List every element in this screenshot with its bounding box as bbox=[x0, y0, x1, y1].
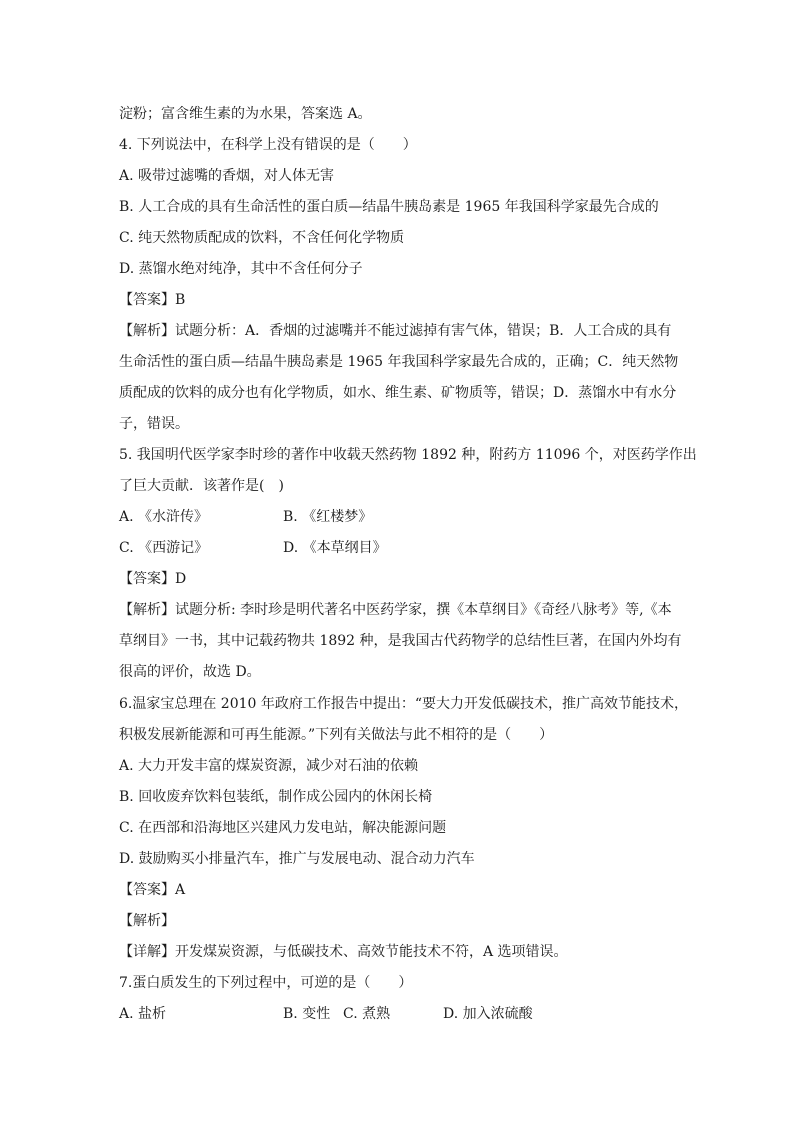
question-4-analysis-line: 子，错误。 bbox=[119, 416, 189, 432]
question-7-stem: 7.蛋白质发生的下列过程中，可逆的是（ ） bbox=[119, 975, 413, 991]
question-4-option-a: A. 吸带过滤嘴的香烟，对人体无害 bbox=[119, 168, 335, 184]
question-5-option-c: C. 《西游记》 bbox=[119, 540, 209, 556]
question-4-option-c: C. 纯天然物质配成的饮料，不含任何化学物质 bbox=[119, 230, 405, 246]
question-7-option-b: B. 变性 bbox=[283, 1006, 331, 1022]
question-5-option-d: D. 《本草纲目》 bbox=[283, 540, 387, 556]
question-4-analysis-line: 质配成的饮料的成分也有化学物质，如水、维生素、矿物质等，错误；D．蒸馏水中有水分 bbox=[119, 385, 677, 401]
question-5-answer: 【答案】D bbox=[119, 571, 187, 587]
question-4-analysis-line: 【解析】试题分析：A．香烟的过滤嘴并不能过滤掉有害气体，错误；B．人工合成的具有 bbox=[119, 323, 672, 339]
question-4-analysis-line: 生命活性的蛋白质—结晶牛胰岛素是 1965 年我国科学家最先合成的，正确；C．纯天然物 bbox=[119, 354, 679, 370]
question-5-stem: 了巨大贡献．该著作是( ) bbox=[119, 478, 284, 494]
question-4-option-d: D. 蒸馏水绝对纯净，其中不含任何分子 bbox=[119, 261, 363, 277]
question-6-option-a: A. 大力开发丰富的煤炭资源，减少对石油的依赖 bbox=[119, 758, 419, 774]
question-5-analysis-line: 很高的评价，故选 D。 bbox=[119, 664, 261, 680]
question-6-analysis-heading: 【解析】 bbox=[119, 913, 175, 929]
question-4-stem: 4. 下列说法中，在科学上没有错误的是（ ） bbox=[119, 137, 417, 153]
question-6-answer: 【答案】A bbox=[119, 882, 186, 898]
question-6-option-d: D. 鼓励购买小排量汽车，推广与发展电动、混合动力汽车 bbox=[119, 851, 475, 867]
question-6-analysis-detail: 【详解】开发煤炭资源，与低碳技术、高效节能技术不符，A 选项错误。 bbox=[119, 944, 568, 960]
question-6-stem: 积极发展新能源和可再生能源。”下列有关做法与此不相符的是（ ） bbox=[119, 727, 554, 743]
question-6-stem: 6.温家宝总理在 2010 年政府工作报告中提出：“要大力开发低碳技术，推广高效节能技术， bbox=[119, 696, 689, 712]
question-5-option-b: B. 《红楼梦》 bbox=[283, 509, 373, 525]
question-7-option-d: D. 加入浓硫酸 bbox=[443, 1006, 533, 1022]
question-7-option-c: C. 煮熟 bbox=[343, 1006, 391, 1022]
question-7-option-a: A. 盐析 bbox=[119, 1006, 167, 1022]
question-5-analysis-line: 【解析】试题分析: 李时珍是明代著名中医药学家，撰《本草纲目》《奇经八脉考》等,《本 bbox=[119, 602, 672, 618]
question-4-answer: 【答案】B bbox=[119, 292, 186, 308]
question-6-option-b: B. 回收废弃饮料包装纸，制作成公园内的休闲长椅 bbox=[119, 789, 433, 805]
question-6-option-c: C. 在西部和沿海地区兴建风力发电站，解决能源问题 bbox=[119, 820, 447, 836]
question-5-stem: 5. 我国明代医学家李时珍的著作中收载天然药物 1892 种，附药方 11096 个，对医药学作出 bbox=[119, 447, 697, 463]
question-5-analysis-line: 草纲目》一书，其中记载药物共 1892 种，是我国古代药物学的总结性巨著，在国内外均有 bbox=[119, 633, 682, 649]
question-5-option-a: A. 《水浒传》 bbox=[119, 509, 209, 525]
text-line: 淀粉；富含维生素的为水果，答案选 A。 bbox=[119, 106, 372, 122]
question-4-option-b: B. 人工合成的具有生命活性的蛋白质—结晶牛胰岛素是 1965 年我国科学家最先合成的 bbox=[119, 199, 659, 215]
